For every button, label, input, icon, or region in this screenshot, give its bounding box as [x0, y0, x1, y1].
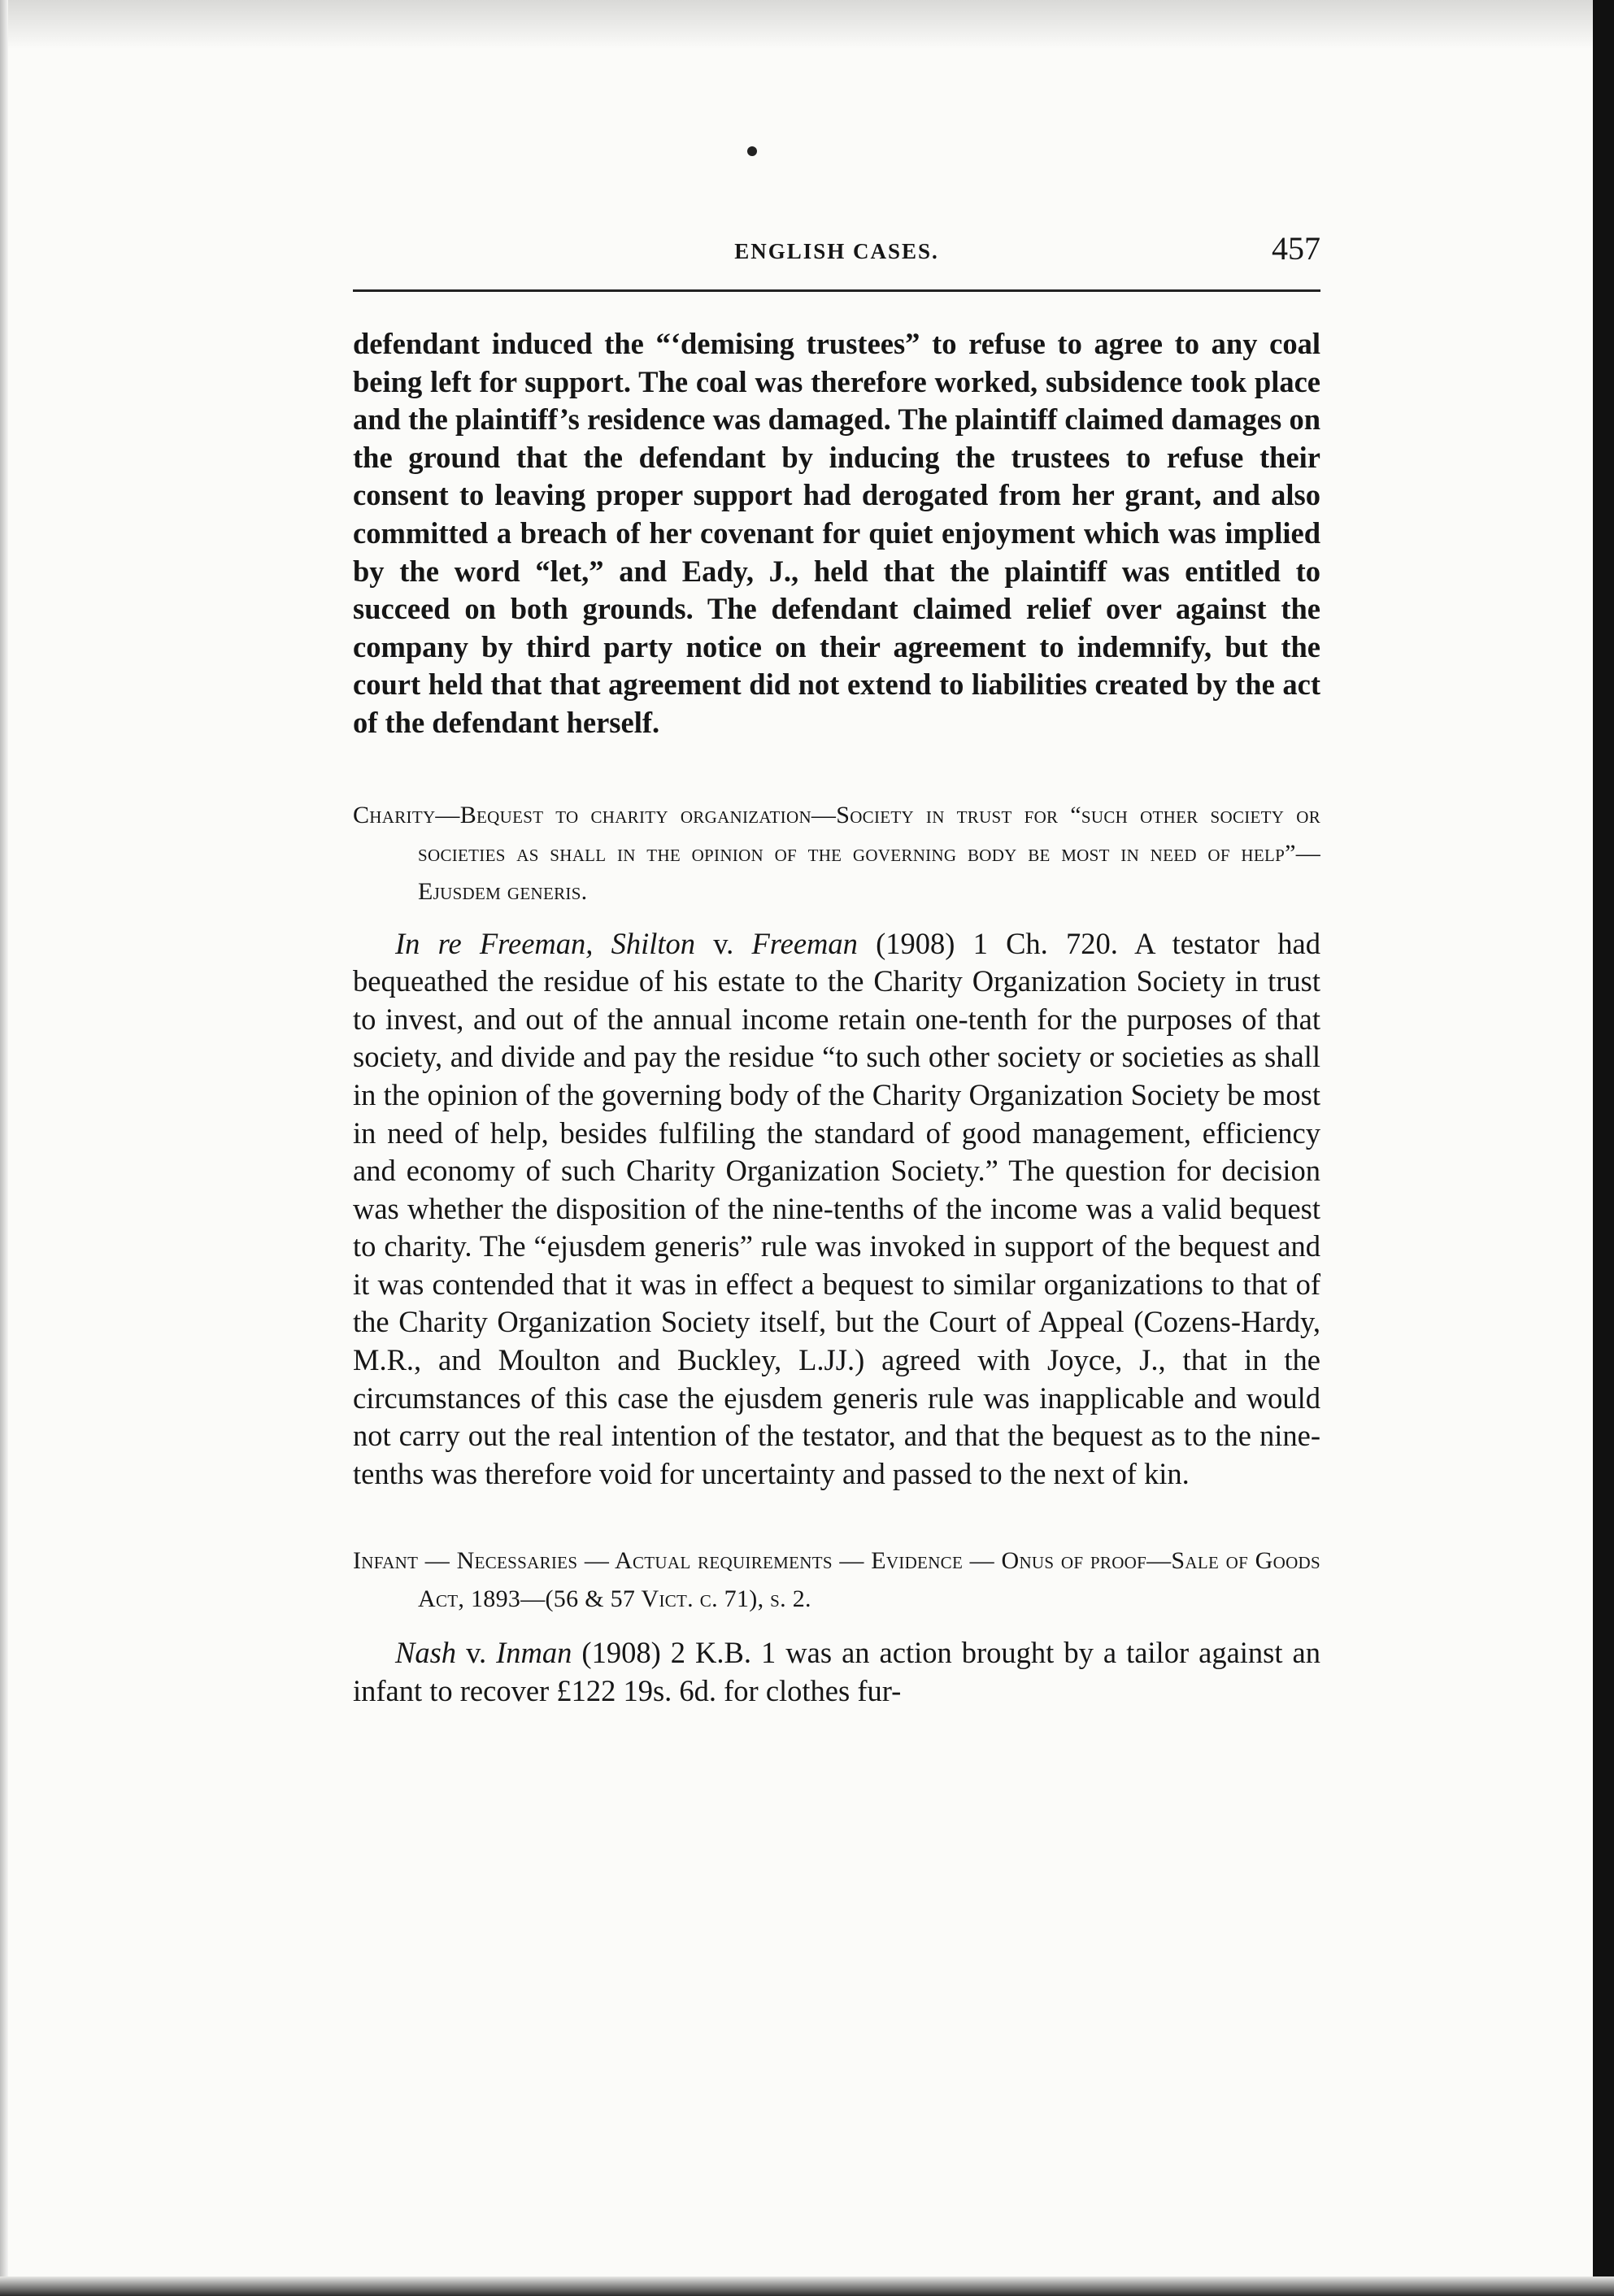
- paragraph-nash: [353, 1634, 1320, 1710]
- versus: v.: [695, 926, 752, 960]
- scan-bottom-edge: [0, 2276, 1614, 2296]
- case-name: Freeman: [751, 926, 858, 960]
- scan-left-shadow: [0, 0, 8, 2296]
- case-name: In re Freeman, Shilton: [395, 926, 696, 960]
- header-rule: [353, 289, 1320, 292]
- running-head: ENGLISH CASES.: [734, 239, 939, 263]
- scan-right-edge: [1593, 0, 1614, 2296]
- paragraph-defendant: defendant induced the “‘demising trustees” to refuse to agree to any coal being left for support. The coal was therefore worked, subsidence took place and the plaintiff’s residence was damaged. The plaintiff claimed damages on the ground that the defendant by inducing the trustees to refuse their consent to leaving proper support had derogated from her grant, and also committed a breach of her covenant for quiet enjoyment which was implied by the word “let,” and Eady, J., held that the plaintiff was entitled to succeed on both grounds. The defendant claimed relief over against the company by third party notice on their agreement to indemnify, but the court held that that agreement did not extend to liabilities created by the act of the defendant herself.: [353, 327, 1320, 739]
- ink-dot: [747, 146, 757, 156]
- case-name: Nash: [395, 1636, 457, 1670]
- page-number: 457: [1272, 230, 1320, 267]
- page-body: [353, 325, 1320, 1711]
- page-header: [353, 229, 1320, 278]
- section-heading-infant: Infant — Necessaries — Actual requirements — Evidence — Onus of proof—Sale of Goods Act, 1893—(56 & 57 Vict. c. 71), s. 2.: [353, 1547, 1320, 1613]
- paragraph-text: (1908) 1 Ch. 720. A testator had bequeathed the residue of his estate to the Charity Organization Society in trust to invest, and out of the annual income retain one-tenth for the purposes of that society, and divide and pay the residue “to such other society or societies as shall in the opinion of the governing body of the Charity Organization Society be most in need of help, besides fulfiling the standard of good management, efficiency and economy of such Charity Organization Society.” The question for decision was whether the disposition of the nine-tenths of the income was a valid bequest to charity. The “ejusdem generis” rule was invoked in support of the bequest and it was contended that it was in effect a bequest to similar organizations to that of the Charity Organization Society itself, but the Court of Appeal (Cozens-Hardy, M.R., and Moulton and Buckley, L.JJ.) agreed with Joyce, J., that in the circumstances of this case the ejusdem generis rule was inapplicable and would not carry out the real intention of the testator, and that the bequest as to the nine-tenths was therefore void for uncertainty and passed to the next of kin.: [353, 926, 1320, 1490]
- versus: v.: [456, 1636, 497, 1670]
- case-name: Inman: [496, 1636, 572, 1670]
- section-heading-charity: Charity—Bequest to charity organization—Society in trust for “such other society or societies as shall in the opinion of the governing body be most in need of help”—Ejusdem generis.: [353, 801, 1320, 905]
- paragraph-text: (1908) 2 K.B. 1 was an action brought by a tailor against an infant to recover £122 19s. 6d. for clothes fur-: [353, 1636, 1320, 1708]
- paragraph-freeman: [353, 925, 1320, 1494]
- scan-top-shadow: [0, 0, 1614, 49]
